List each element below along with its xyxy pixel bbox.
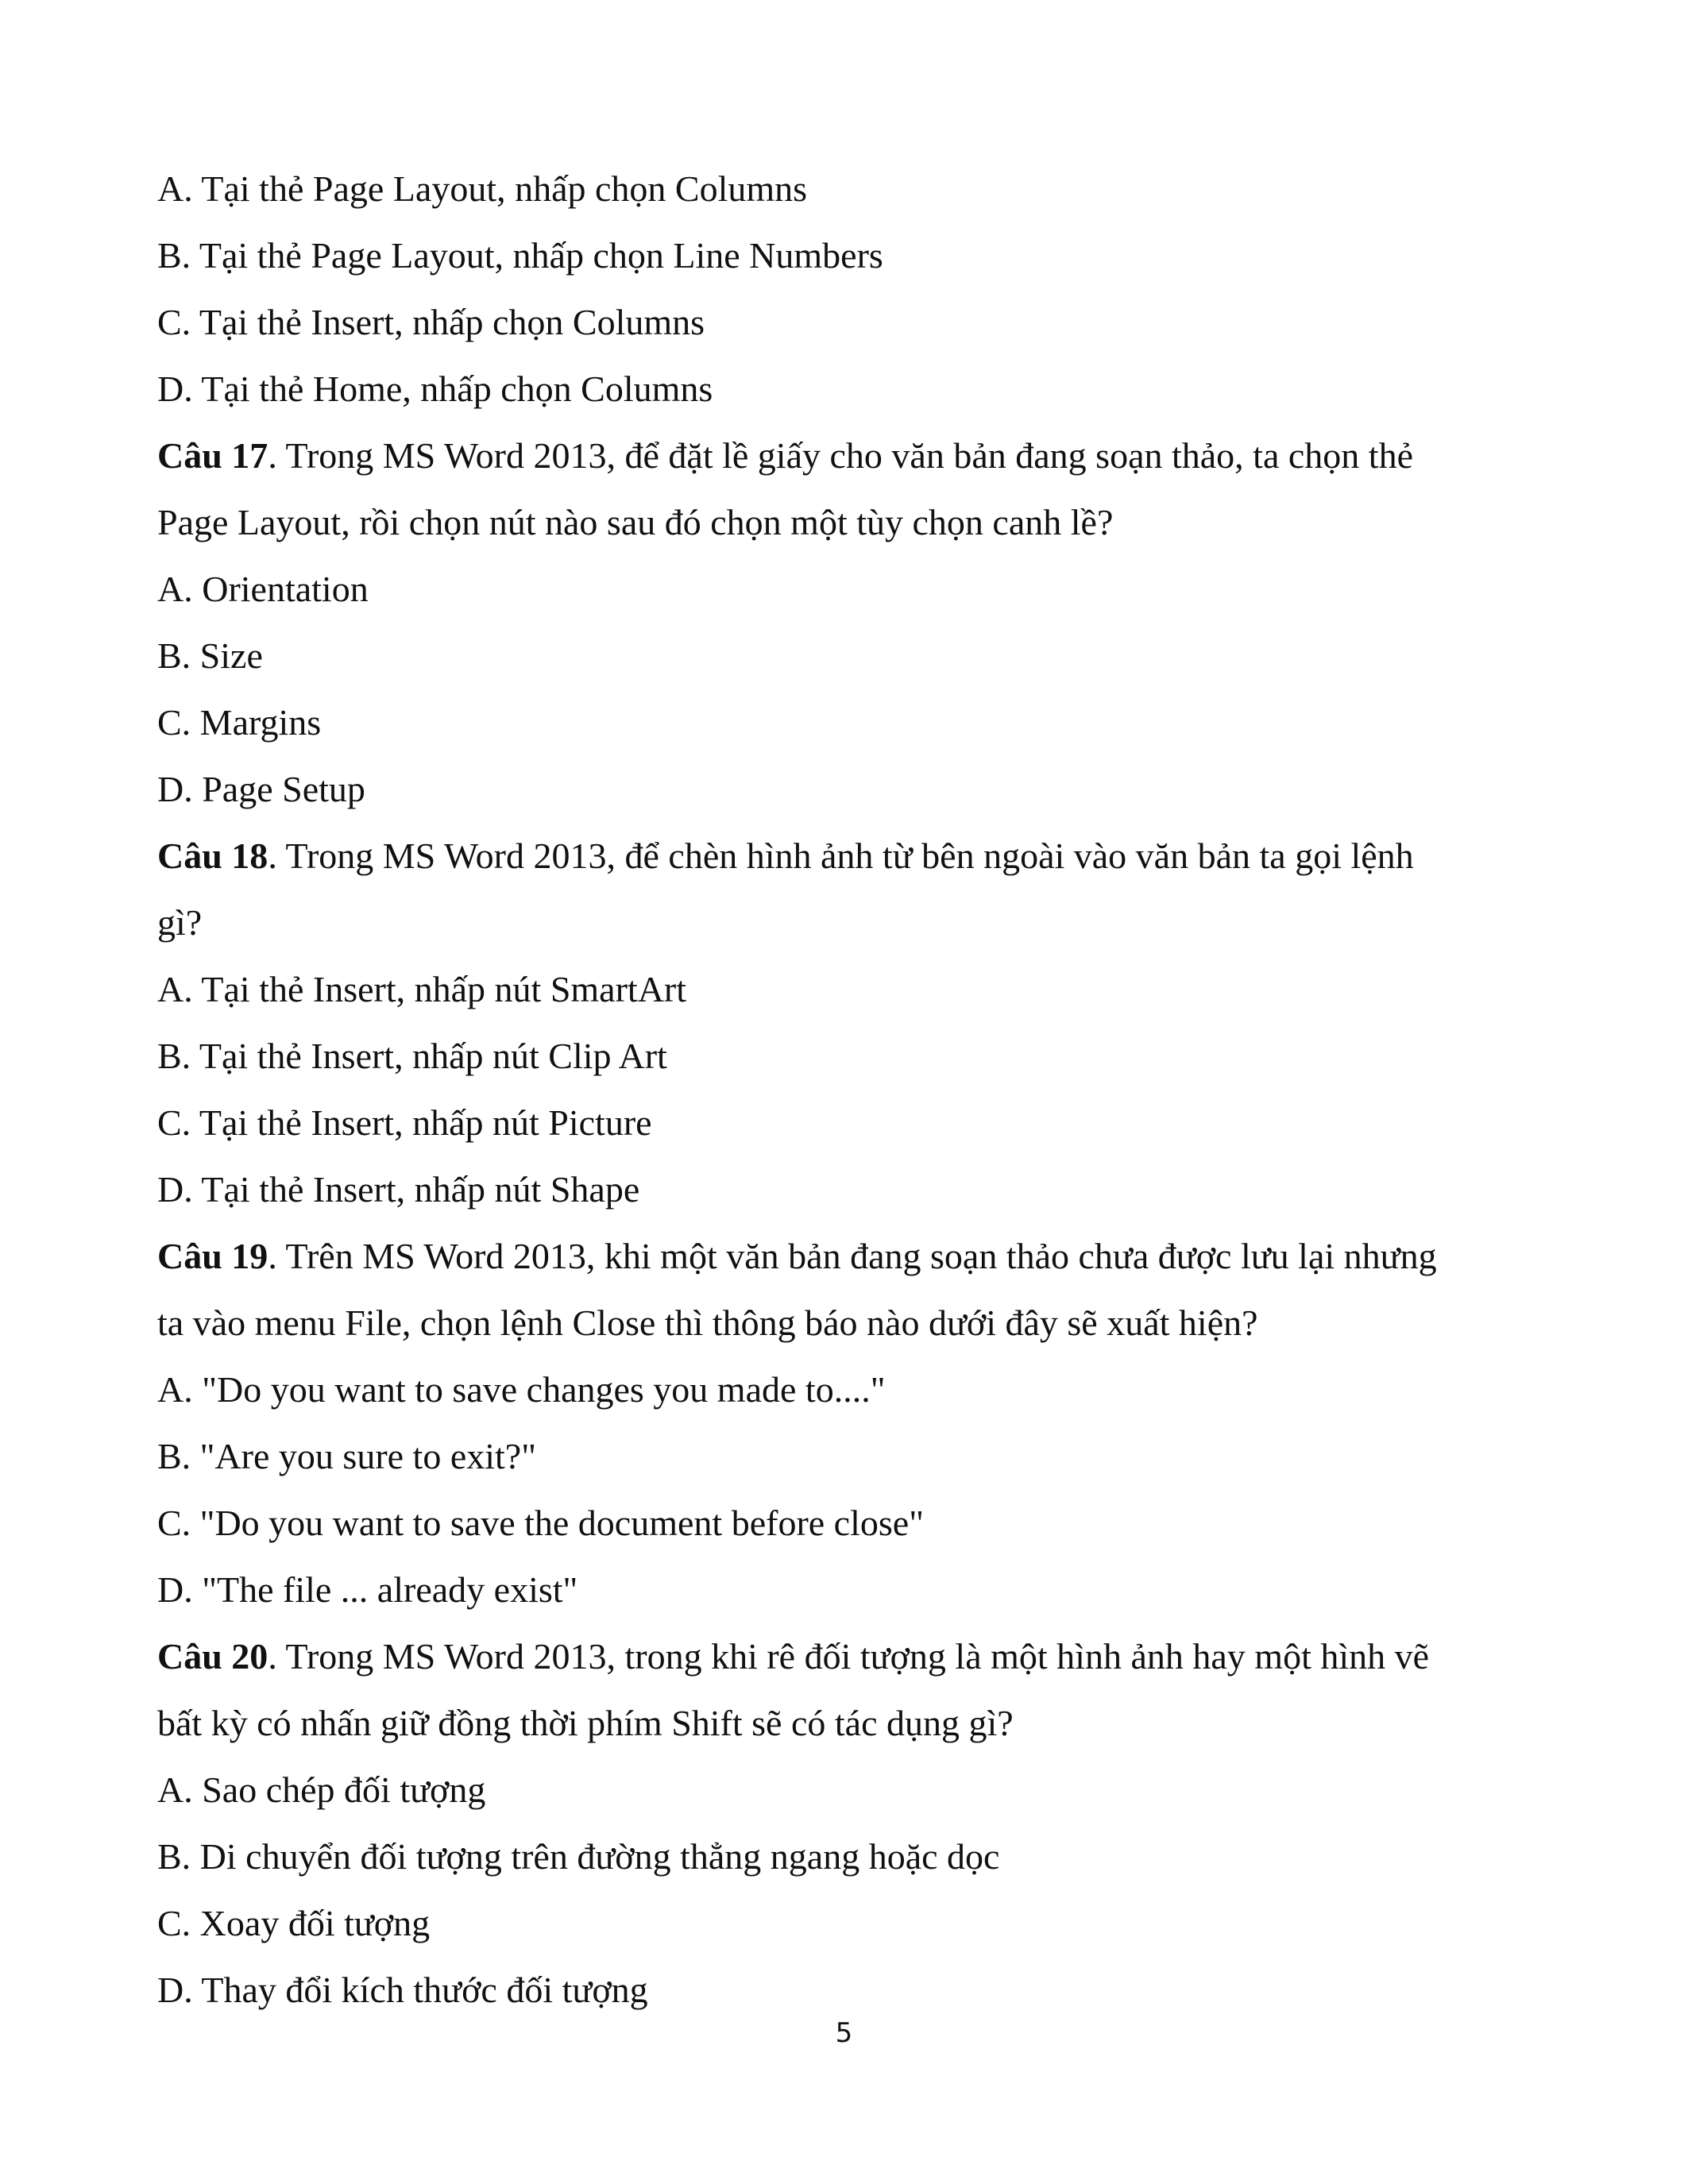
option-line: A. Tại thẻ Insert, nhấp nút SmartArt (157, 969, 687, 1009)
option-line: D. Tại thẻ Insert, nhấp nút Shape (157, 1169, 640, 1210)
question-text: . Trên MS Word 2013, khi một văn bản đang soạn thảo chưa được lưu lại nhưng (268, 1236, 1437, 1276)
question-text: . Trong MS Word 2013, để chèn hình ảnh từ bên ngoài vào văn bản ta gọi lệnh (268, 835, 1414, 876)
option-line: C. Margins (157, 702, 322, 743)
option-line: B. Tại thẻ Page Layout, nhấp chọn Line Numbers (157, 235, 883, 276)
question-label: Câu 19 (157, 1236, 268, 1276)
question-label: Câu 18 (157, 835, 268, 876)
question-text: . Trong MS Word 2013, để đặt lề giấy cho văn bản đang soạn thảo, ta chọn thẻ (268, 435, 1413, 476)
option-line: B. "Are you sure to exit?" (157, 1436, 537, 1476)
question-18-stem-cont: gì? (157, 902, 203, 943)
option-line: C. Tại thẻ Insert, nhấp chọn Columns (157, 302, 705, 342)
question-18-stem (157, 823, 1539, 889)
option-line: C. Xoay đối tượng (157, 1903, 431, 1943)
question-label: Câu 20 (157, 1636, 268, 1677)
page-content (157, 156, 1539, 2024)
option-line: A. Sao chép đối tượng (157, 1769, 486, 1810)
option-line: D. Tại thẻ Home, nhấp chọn Columns (157, 369, 713, 409)
question-19-stem-cont: ta vào menu File, chọn lệnh Close thì thông báo nào dưới đây sẽ xuất hiện? (157, 1302, 1258, 1343)
question-19-stem (157, 1223, 1539, 1290)
option-line: D. Page Setup (157, 769, 365, 809)
question-label: Câu 17 (157, 435, 268, 476)
option-line: A. Tại thẻ Page Layout, nhấp chọn Columns (157, 168, 808, 209)
option-line: A. Orientation (157, 569, 369, 609)
question-text: . Trong MS Word 2013, trong khi rê đối tượng là một hình ảnh hay một hình vẽ (268, 1636, 1430, 1677)
option-line: D. Thay đổi kích thước đối tượng (157, 1970, 648, 2010)
option-line: C. Tại thẻ Insert, nhấp nút Picture (157, 1102, 652, 1143)
option-line: B. Tại thẻ Insert, nhấp nút Clip Art (157, 1036, 667, 1076)
question-20-stem (157, 1623, 1539, 1690)
question-17-stem (157, 423, 1539, 489)
page-number: 5 (835, 2017, 853, 2049)
option-line: D. "The file ... already exist" (157, 1569, 578, 1610)
option-line: B. Di chuyển đối tượng trên đường thẳng ngang hoặc dọc (157, 1836, 1000, 1877)
question-20-stem-cont: bất kỳ có nhấn giữ đồng thời phím Shift sẽ có tác dụng gì? (157, 1703, 1014, 1743)
option-line: C. "Do you want to save the document before close" (157, 1503, 924, 1543)
option-line: A. "Do you want to save changes you made to...." (157, 1369, 886, 1410)
question-17-stem-cont: Page Layout, rồi chọn nút nào sau đó chọn một tùy chọn canh lề? (157, 502, 1114, 542)
option-line: B. Size (157, 635, 263, 676)
